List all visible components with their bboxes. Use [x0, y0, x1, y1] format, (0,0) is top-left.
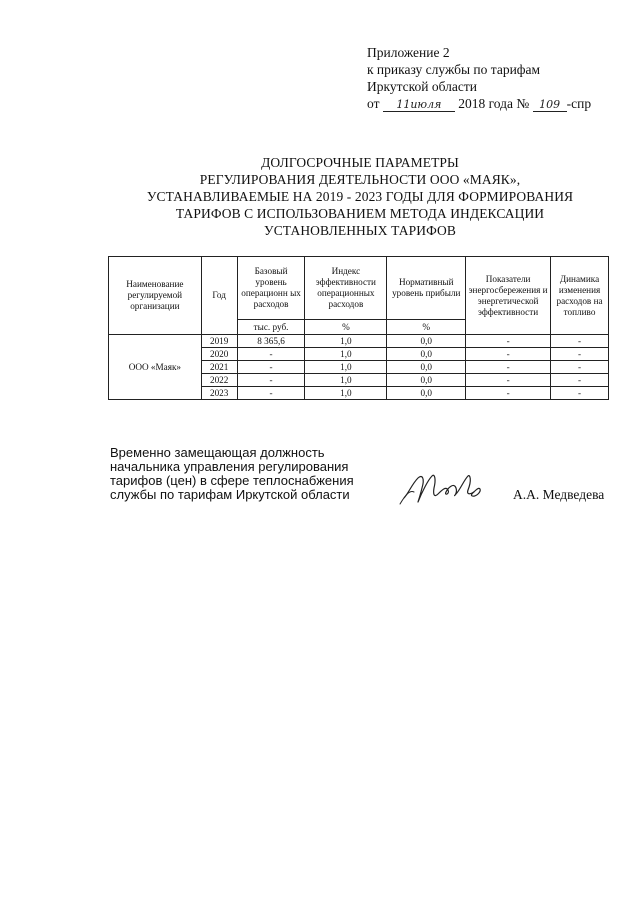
handwritten-date: 11июля: [383, 98, 455, 112]
year-cell: 2021: [201, 361, 237, 374]
base-cell: -: [237, 348, 305, 361]
year-cell: 2019: [201, 335, 237, 348]
energy-cell: -: [466, 335, 551, 348]
fuel-cell: -: [551, 361, 609, 374]
title-line-1: ДОЛГОСРОЧНЫЕ ПАРАМЕТРЫ: [261, 155, 459, 170]
base-cell: -: [237, 387, 305, 400]
base-cell: -: [237, 361, 305, 374]
unit-index: %: [305, 320, 387, 335]
position-line-4: службы по тарифам Иркутской области: [110, 487, 350, 502]
energy-cell: -: [466, 374, 551, 387]
year-cell: 2023: [201, 387, 237, 400]
header-fuel: Динамика изменения расходов на топливо: [551, 257, 609, 335]
profit-cell: 0,0: [387, 387, 466, 400]
year-text: 2018 года №: [458, 96, 530, 111]
title-line-3: УСТАНАВЛИВАЕМЫЕ НА 2019 - 2023 ГОДЫ ДЛЯ ФОРМИРОВАНИЯ: [146, 189, 574, 204]
unit-profit: %: [387, 320, 466, 335]
handwritten-signature: [398, 464, 496, 512]
unit-base: тыс. руб.: [237, 320, 305, 335]
position-line-2: начальника управления регулирования: [110, 459, 349, 474]
index-cell: 1,0: [305, 387, 387, 400]
annex-date-line: [367, 95, 629, 112]
year-cell: 2020: [201, 348, 237, 361]
title-line-4: ТАРИФОВ С ИСПОЛЬЗОВАНИЕМ МЕТОДА ИНДЕКСАЦИИ: [175, 206, 545, 221]
energy-cell: -: [466, 348, 551, 361]
profit-cell: 0,0: [387, 374, 466, 387]
annex-order-ref: к приказу службы по тарифам: [367, 62, 541, 77]
table-row: [109, 335, 609, 348]
header-index: Индекс эффективности операционных расходов: [305, 257, 387, 320]
date-prefix: от: [367, 96, 380, 111]
base-cell: 8 365,6: [237, 335, 305, 348]
number-suffix: -спр: [566, 96, 592, 111]
fuel-cell: -: [551, 387, 609, 400]
index-cell: 1,0: [305, 374, 387, 387]
parameters-table: [108, 256, 609, 400]
header-profit: Нормативный уровень прибыли: [387, 257, 466, 320]
document-title: [100, 154, 620, 239]
position-line-3: тарифов (цен) в сфере теплоснабжения: [110, 473, 354, 488]
index-cell: 1,0: [305, 335, 387, 348]
org-name-cell: ООО «Маяк»: [109, 335, 202, 400]
handwritten-number: 109: [533, 98, 567, 112]
base-cell: -: [237, 374, 305, 387]
header-org: Наименование регулируемой организации: [109, 257, 202, 335]
year-cell: 2022: [201, 374, 237, 387]
fuel-cell: -: [551, 348, 609, 361]
profit-cell: 0,0: [387, 335, 466, 348]
annex-title: Приложение 2: [367, 45, 450, 60]
fuel-cell: -: [551, 335, 609, 348]
title-line-5: УСТАНОВЛЕННЫХ ТАРИФОВ: [264, 223, 456, 238]
profit-cell: 0,0: [387, 361, 466, 374]
table-header-row: [109, 257, 609, 320]
position-line-1: Временно замещающая должность: [110, 445, 325, 460]
profit-cell: 0,0: [387, 348, 466, 361]
header-energy: Показатели энергосбережения и энергетической эффективности: [466, 257, 551, 335]
fuel-cell: -: [551, 374, 609, 387]
energy-cell: -: [466, 387, 551, 400]
annex-header: [367, 44, 629, 112]
signatory-name: А.А. Медведева: [513, 487, 605, 502]
energy-cell: -: [466, 361, 551, 374]
signatory-position: [110, 446, 400, 502]
index-cell: 1,0: [305, 348, 387, 361]
annex-region: Иркутской области: [367, 79, 478, 94]
header-year: Год: [201, 257, 237, 335]
index-cell: 1,0: [305, 361, 387, 374]
title-line-2: РЕГУЛИРОВАНИЯ ДЕЯТЕЛЬНОСТИ ООО «МАЯК»,: [199, 172, 521, 187]
header-base: Базовый уровень операционн ых расходов: [237, 257, 305, 320]
